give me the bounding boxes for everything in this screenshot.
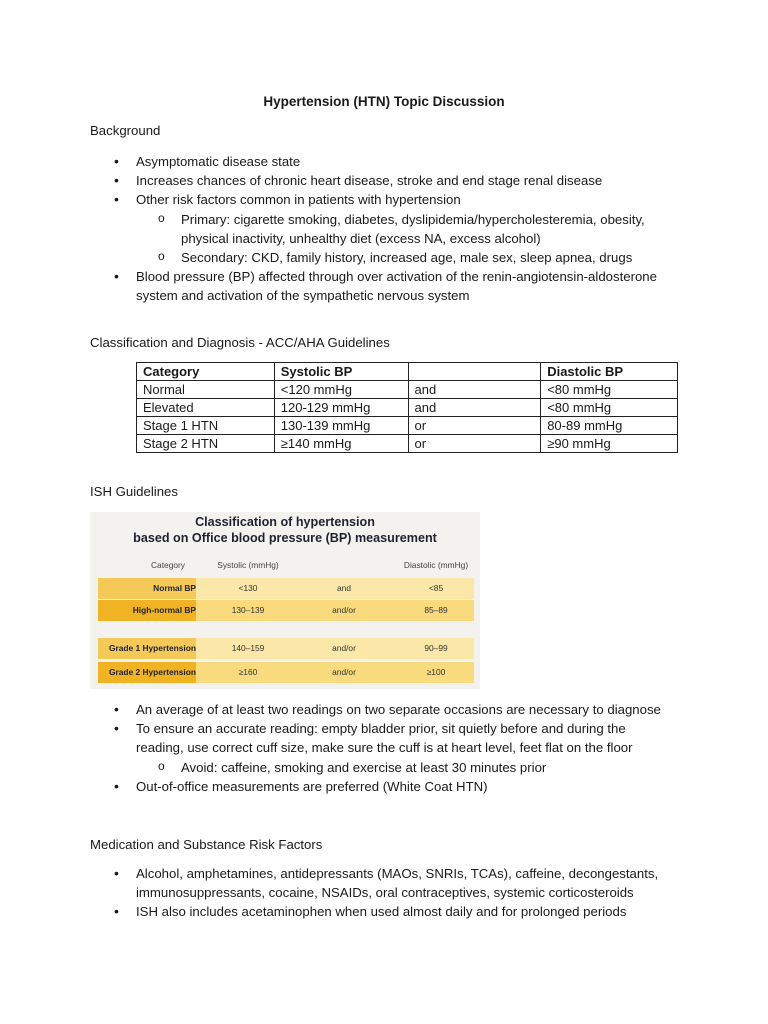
figure-cell: and/or <box>332 667 356 677</box>
sub-list-item: o Primary: cigarette smoking, diabetes, dyslipidemia/hypercholesteremia, obesity, physical inactivity, unhealthy diet (excess NA, excess alcohol) <box>0 210 661 248</box>
figure-subtitle: based on Office blood pressure (BP) measurement <box>133 531 437 545</box>
figure-cell: and <box>337 583 351 593</box>
table-cell: and <box>408 381 541 399</box>
list-item: • An average of at least two readings on two separate occasions are necessary to diagnose <box>0 700 666 719</box>
figure-row <box>98 600 474 621</box>
table-cell: 80-89 mmHg <box>541 417 678 435</box>
figure-row <box>98 638 474 659</box>
figure-header-cell: Systolic (mmHg) <box>217 560 279 570</box>
list-item: • Asymptomatic disease state <box>0 152 666 171</box>
figure-cell: 130–139 <box>231 605 265 615</box>
figure-cell: and/or <box>332 605 356 615</box>
sub-list-item: o Secondary: CKD, family history, increased age, male sex, sleep apnea, drugs <box>0 248 661 267</box>
table-cell: ≥90 mmHg <box>541 435 678 453</box>
medication-list <box>0 864 666 922</box>
figure-title: Classification of hypertension <box>195 515 375 529</box>
table-row <box>137 399 678 417</box>
classification-heading: Classification and Diagnosis - ACC/AHA Guidelines <box>90 335 390 350</box>
figure-cell: Grade 1 Hypertension <box>108 643 196 653</box>
table-cell: or <box>408 435 541 453</box>
ish-classification-figure <box>90 512 480 689</box>
table-header-cell: Category <box>137 363 275 381</box>
figure-row <box>98 662 474 683</box>
document-title: Hypertension (HTN) Topic Discussion <box>263 94 505 109</box>
list-item: • Blood pressure (BP) affected through over activation of the renin-angiotensin-aldosterone system and activation of the sympathetic nervous system <box>0 267 666 305</box>
list-item: • ISH also includes acetaminophen when used almost daily and for prolonged periods <box>0 902 666 921</box>
list-item: • Other risk factors common in patients with hypertension <box>0 190 666 209</box>
table-cell: or <box>408 417 541 435</box>
figure-header-row <box>98 556 474 574</box>
table-cell: 130-139 mmHg <box>274 417 408 435</box>
table-cell: <80 mmHg <box>541 399 678 417</box>
table-header-cell: Systolic BP <box>274 363 408 381</box>
table-row <box>137 381 678 399</box>
figure-cell: 90–99 <box>424 643 448 653</box>
list-item: • Alcohol, amphetamines, antidepressants (MAOs, SNRIs, TCAs), caffeine, decongestants, immunosuppressants, cocaine, NSAIDs, oral contraceptives, systemic corticosteroids <box>0 864 666 902</box>
table-cell: <80 mmHg <box>541 381 678 399</box>
list-item: • Out-of-office measurements are preferred (White Coat HTN) <box>0 777 666 796</box>
table-row <box>137 435 678 453</box>
table-cell: <120 mmHg <box>274 381 408 399</box>
figure-header-cell: Category <box>151 560 185 570</box>
background-list <box>0 152 666 306</box>
figure-cell: <130 <box>238 583 258 593</box>
ish-list <box>0 700 666 796</box>
table-header-cell: Diastolic BP <box>541 363 678 381</box>
figure-cell: High-normal BP <box>132 605 196 615</box>
figure-cell: ≥100 <box>426 667 446 677</box>
list-item: • Increases chances of chronic heart disease, stroke and end stage renal disease <box>0 171 666 190</box>
figure-cell: Grade 2 Hypertension <box>108 667 196 677</box>
background-heading: Background <box>90 123 161 138</box>
medication-heading: Medication and Substance Risk Factors <box>90 837 323 852</box>
figure-header-cell: Diastolic (mmHg) <box>403 560 469 570</box>
table-cell: Stage 1 HTN <box>137 417 275 435</box>
table-cell: ≥140 mmHg <box>274 435 408 453</box>
table-cell: 120-129 mmHg <box>274 399 408 417</box>
figure-cell: 140–159 <box>231 643 265 653</box>
table-cell: Stage 2 HTN <box>137 435 275 453</box>
ish-heading: ISH Guidelines <box>90 484 178 499</box>
table-cell: Normal <box>137 381 275 399</box>
figure-cell: 85–89 <box>424 605 448 615</box>
table-cell: and <box>408 399 541 417</box>
sub-list-item: o Avoid: caffeine, smoking and exercise at least 30 minutes prior <box>0 758 661 777</box>
bp-classification-table <box>136 362 678 453</box>
figure-cell: ≥160 <box>238 667 258 677</box>
figure-row <box>98 578 474 599</box>
figure-cell: and/or <box>332 643 356 653</box>
table-header-cell <box>408 363 541 381</box>
figure-cell: <85 <box>428 583 444 593</box>
figure-cell: Normal BP <box>153 583 196 593</box>
table-row <box>137 417 678 435</box>
list-item: • To ensure an accurate reading: empty bladder prior, sit quietly before and during the reading, use correct cuff size, make sure the cuff is at heart level, feet flat on the floor <box>0 719 666 757</box>
table-header-row <box>137 363 678 381</box>
table-cell: Elevated <box>137 399 275 417</box>
